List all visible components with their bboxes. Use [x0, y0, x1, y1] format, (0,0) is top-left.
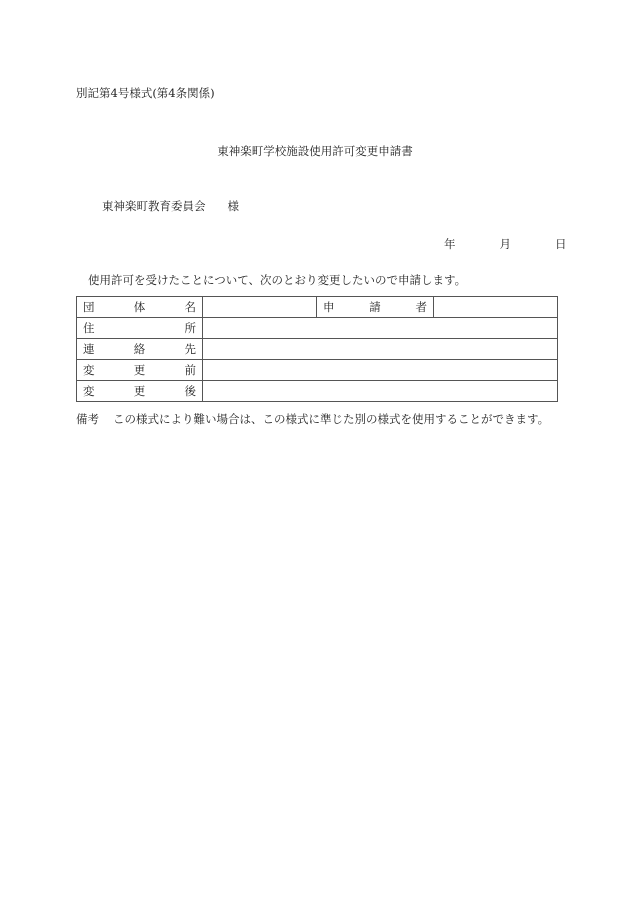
form-number-header: 別記第4号様式(第4条関係): [76, 86, 215, 100]
table-row: [77, 318, 558, 339]
date-year: 年: [444, 237, 456, 251]
addressee: [102, 198, 239, 214]
after-change-label: 変 更 後: [77, 381, 203, 402]
remark-text: この様式により難い場合は、この様式に準じた別の様式を使用することができます。: [113, 412, 550, 426]
before-change-field[interactable]: [203, 360, 558, 381]
group-name-label: 団 体 名: [77, 297, 203, 318]
address-field[interactable]: [203, 318, 558, 339]
table-row: [77, 339, 558, 360]
date-day: 日: [555, 237, 567, 251]
group-name-field[interactable]: [203, 297, 317, 318]
before-change-label: 変 更 前: [77, 360, 203, 381]
addressee-honorific: 様: [227, 199, 239, 213]
contact-field[interactable]: [203, 339, 558, 360]
address-label: 住 所: [77, 318, 203, 339]
application-form-table: [76, 296, 558, 402]
contact-label: 連 絡 先: [77, 339, 203, 360]
table-row: [77, 381, 558, 402]
after-change-field[interactable]: [203, 381, 558, 402]
remark-note: [76, 411, 549, 427]
remark-label: 備考: [76, 412, 99, 426]
date-line: [444, 236, 567, 252]
applicant-label: 申 請 者: [317, 297, 434, 318]
applicant-field[interactable]: [434, 297, 558, 318]
table-row: [77, 360, 558, 381]
date-month: 月: [499, 237, 511, 251]
document-title: 東神楽町学校施設使用許可変更申請書: [217, 144, 413, 158]
table-row: [77, 297, 558, 318]
addressee-name: 東神楽町教育委員会: [102, 199, 206, 213]
intro-text: 使用許可を受けたことについて、次のとおり変更したいので申請します。: [88, 273, 467, 287]
